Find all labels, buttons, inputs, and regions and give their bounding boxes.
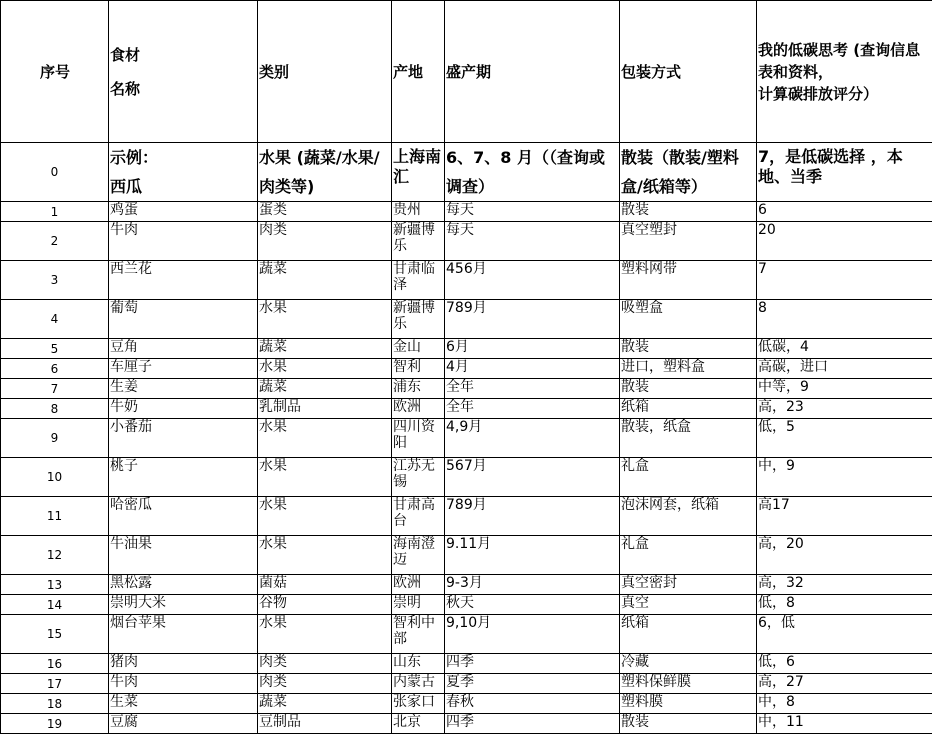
- cell-thought: 中，8: [757, 694, 932, 714]
- header-name-line1: 食材: [110, 45, 141, 64]
- table-row: [1, 497, 932, 536]
- cell-category: 蔬菜: [258, 261, 392, 300]
- example-category: 水果 (蔬菜/水果/肉类等): [258, 143, 392, 202]
- cell-origin: 欧洲: [392, 399, 445, 419]
- table-row: [1, 261, 932, 300]
- cell-packaging: 礼盒: [620, 536, 757, 575]
- cell-thought: 8: [757, 300, 932, 339]
- table-row: [1, 300, 932, 339]
- cell-index: 19: [1, 714, 109, 734]
- cell-origin: 甘肃高台: [392, 497, 445, 536]
- cell-origin: 贵州: [392, 202, 445, 222]
- cell-name: 生姜: [109, 379, 258, 399]
- cell-category: 乳制品: [258, 399, 392, 419]
- table-row: [1, 379, 932, 399]
- cell-name: 桃子: [109, 458, 258, 497]
- table-row: [1, 458, 932, 497]
- cell-season: 9.11月: [445, 536, 620, 575]
- table-row: [1, 359, 932, 379]
- table-row: [1, 595, 932, 615]
- cell-category: 水果: [258, 419, 392, 458]
- cell-thought: 6: [757, 202, 932, 222]
- cell-name: 鸡蛋: [109, 202, 258, 222]
- cell-category: 肉类: [258, 222, 392, 261]
- cell-thought: 高，32: [757, 575, 932, 595]
- cell-season: 四季: [445, 654, 620, 674]
- cell-season: 4,9月: [445, 419, 620, 458]
- cell-packaging: 泡沫网套，纸箱: [620, 497, 757, 536]
- cell-index: 17: [1, 674, 109, 694]
- cell-packaging: 散装，纸盒: [620, 419, 757, 458]
- cell-category: 谷物: [258, 595, 392, 615]
- table-row: [1, 575, 932, 595]
- cell-index: 12: [1, 536, 109, 575]
- cell-index: 16: [1, 654, 109, 674]
- cell-index: 9: [1, 419, 109, 458]
- cell-thought: 中等，9: [757, 379, 932, 399]
- cell-packaging: 真空: [620, 595, 757, 615]
- cell-origin: 江苏无锡: [392, 458, 445, 497]
- cell-category: 蛋类: [258, 202, 392, 222]
- cell-season: 全年: [445, 399, 620, 419]
- cell-index: 11: [1, 497, 109, 536]
- cell-packaging: 散装: [620, 202, 757, 222]
- cell-name: 崇明大米: [109, 595, 258, 615]
- cell-origin: 张家口: [392, 694, 445, 714]
- cell-origin: 山东: [392, 654, 445, 674]
- example-name-line2: 西瓜: [110, 177, 143, 196]
- cell-name: 黑松露: [109, 575, 258, 595]
- cell-thought: 6，低: [757, 615, 932, 654]
- cell-season: 四季: [445, 714, 620, 734]
- cell-packaging: 散装: [620, 379, 757, 399]
- cell-name: 小番茄: [109, 419, 258, 458]
- cell-category: 蔬菜: [258, 694, 392, 714]
- header-thought: [757, 1, 932, 143]
- cell-origin: 内蒙古: [392, 674, 445, 694]
- cell-packaging: 纸箱: [620, 399, 757, 419]
- table-row: [1, 615, 932, 654]
- cell-index: 7: [1, 379, 109, 399]
- cell-season: 456月: [445, 261, 620, 300]
- cell-season: 每天: [445, 222, 620, 261]
- cell-index: 15: [1, 615, 109, 654]
- cell-name: 牛油果: [109, 536, 258, 575]
- cell-season: 秋天: [445, 595, 620, 615]
- cell-index: 6: [1, 359, 109, 379]
- table-row: [1, 339, 932, 359]
- cell-origin: 新疆博乐: [392, 222, 445, 261]
- cell-name: 牛奶: [109, 399, 258, 419]
- table-row: [1, 694, 932, 714]
- header-category: 类别: [258, 1, 392, 143]
- cell-name: 牛肉: [109, 674, 258, 694]
- cell-category: 水果: [258, 359, 392, 379]
- cell-thought: 高，27: [757, 674, 932, 694]
- cell-thought: 7: [757, 261, 932, 300]
- cell-season: 9-3月: [445, 575, 620, 595]
- cell-category: 菌菇: [258, 575, 392, 595]
- cell-packaging: 真空密封: [620, 575, 757, 595]
- table-row: [1, 419, 932, 458]
- cell-thought: 高，23: [757, 399, 932, 419]
- cell-packaging: 散装: [620, 714, 757, 734]
- cell-season: 9,10月: [445, 615, 620, 654]
- header-name: [109, 1, 258, 143]
- cell-category: 蔬菜: [258, 339, 392, 359]
- cell-thought: 20: [757, 222, 932, 261]
- header-origin: 产地: [392, 1, 445, 143]
- cell-thought: 中，11: [757, 714, 932, 734]
- cell-origin: 欧洲: [392, 575, 445, 595]
- cell-index: 4: [1, 300, 109, 339]
- cell-origin: 智利中部: [392, 615, 445, 654]
- cell-thought: 中，9: [757, 458, 932, 497]
- cell-index: 14: [1, 595, 109, 615]
- cell-name: 豆角: [109, 339, 258, 359]
- cell-name: 西兰花: [109, 261, 258, 300]
- cell-name: 哈密瓜: [109, 497, 258, 536]
- cell-packaging: 进口，塑料盒: [620, 359, 757, 379]
- cell-origin: 智利: [392, 359, 445, 379]
- example-season: 6、7、8 月（（查询或调查）: [445, 143, 620, 202]
- cell-name: 烟台苹果: [109, 615, 258, 654]
- example-index: 0: [1, 143, 109, 202]
- cell-category: 蔬菜: [258, 379, 392, 399]
- cell-thought: 低碳，4: [757, 339, 932, 359]
- cell-season: 789月: [445, 497, 620, 536]
- cell-packaging: 散装: [620, 339, 757, 359]
- cell-origin: 北京: [392, 714, 445, 734]
- header-row: [1, 1, 932, 143]
- header-thought-line1: 我的低碳思考 (查询信息表和资料，: [758, 40, 921, 81]
- cell-index: 1: [1, 202, 109, 222]
- cell-category: 水果: [258, 615, 392, 654]
- header-thought-line2: 计算碳排放评分）: [758, 84, 879, 103]
- cell-season: 4月: [445, 359, 620, 379]
- header-index: 序号: [1, 1, 109, 143]
- cell-origin: 海南澄迈: [392, 536, 445, 575]
- cell-index: 5: [1, 339, 109, 359]
- cell-season: 全年: [445, 379, 620, 399]
- table-row: [1, 399, 932, 419]
- cell-origin: 崇明: [392, 595, 445, 615]
- example-packaging: 散装（散装/塑料盒/纸箱等）: [620, 143, 757, 202]
- cell-packaging: 真空塑封: [620, 222, 757, 261]
- cell-origin: 金山: [392, 339, 445, 359]
- example-origin: 上海南汇: [392, 143, 445, 202]
- example-thought: 7，是低碳选择 ，本地、当季: [757, 143, 932, 202]
- cell-season: 789月: [445, 300, 620, 339]
- table-row: [1, 654, 932, 674]
- cell-index: 18: [1, 694, 109, 714]
- cell-origin: 四川资阳: [392, 419, 445, 458]
- cell-index: 13: [1, 575, 109, 595]
- cell-thought: 低，6: [757, 654, 932, 674]
- example-name-line1: 示例：: [110, 148, 159, 167]
- cell-category: 水果: [258, 458, 392, 497]
- cell-packaging: 冷藏: [620, 654, 757, 674]
- cell-origin: 甘肃临泽: [392, 261, 445, 300]
- table-row: [1, 202, 932, 222]
- cell-season: 567月: [445, 458, 620, 497]
- cell-category: 水果: [258, 536, 392, 575]
- cell-packaging: 纸箱: [620, 615, 757, 654]
- cell-thought: 低，8: [757, 595, 932, 615]
- cell-index: 10: [1, 458, 109, 497]
- cell-category: 豆制品: [258, 714, 392, 734]
- cell-season: 每天: [445, 202, 620, 222]
- table-row: [1, 674, 932, 694]
- cell-category: 肉类: [258, 674, 392, 694]
- cell-name: 葡萄: [109, 300, 258, 339]
- cell-thought: 低，5: [757, 419, 932, 458]
- cell-name: 豆腐: [109, 714, 258, 734]
- cell-packaging: 礼盒: [620, 458, 757, 497]
- cell-season: 6月: [445, 339, 620, 359]
- cell-thought: 高，20: [757, 536, 932, 575]
- cell-name: 生菜: [109, 694, 258, 714]
- header-packaging: 包装方式: [620, 1, 757, 143]
- cell-name: 猪肉: [109, 654, 258, 674]
- cell-category: 水果: [258, 300, 392, 339]
- cell-thought: 高碳，进口: [757, 359, 932, 379]
- cell-index: 8: [1, 399, 109, 419]
- example-row: [1, 143, 932, 202]
- cell-index: 2: [1, 222, 109, 261]
- cell-season: 夏季: [445, 674, 620, 694]
- table-row: [1, 714, 932, 734]
- table-row: [1, 222, 932, 261]
- header-season: 盛产期: [445, 1, 620, 143]
- cell-packaging: 塑料保鲜膜: [620, 674, 757, 694]
- table-row: [1, 536, 932, 575]
- cell-category: 肉类: [258, 654, 392, 674]
- cell-packaging: 塑料网带: [620, 261, 757, 300]
- cell-name: 车厘子: [109, 359, 258, 379]
- cell-packaging: 塑料膜: [620, 694, 757, 714]
- cell-season: 春秋: [445, 694, 620, 714]
- cell-name: 牛肉: [109, 222, 258, 261]
- header-name-line2: 名称: [110, 79, 141, 98]
- cell-origin: 浦东: [392, 379, 445, 399]
- cell-origin: 新疆博乐: [392, 300, 445, 339]
- cell-packaging: 吸塑盒: [620, 300, 757, 339]
- example-name: [109, 143, 258, 202]
- cell-thought: 高17: [757, 497, 932, 536]
- cell-index: 3: [1, 261, 109, 300]
- cell-category: 水果: [258, 497, 392, 536]
